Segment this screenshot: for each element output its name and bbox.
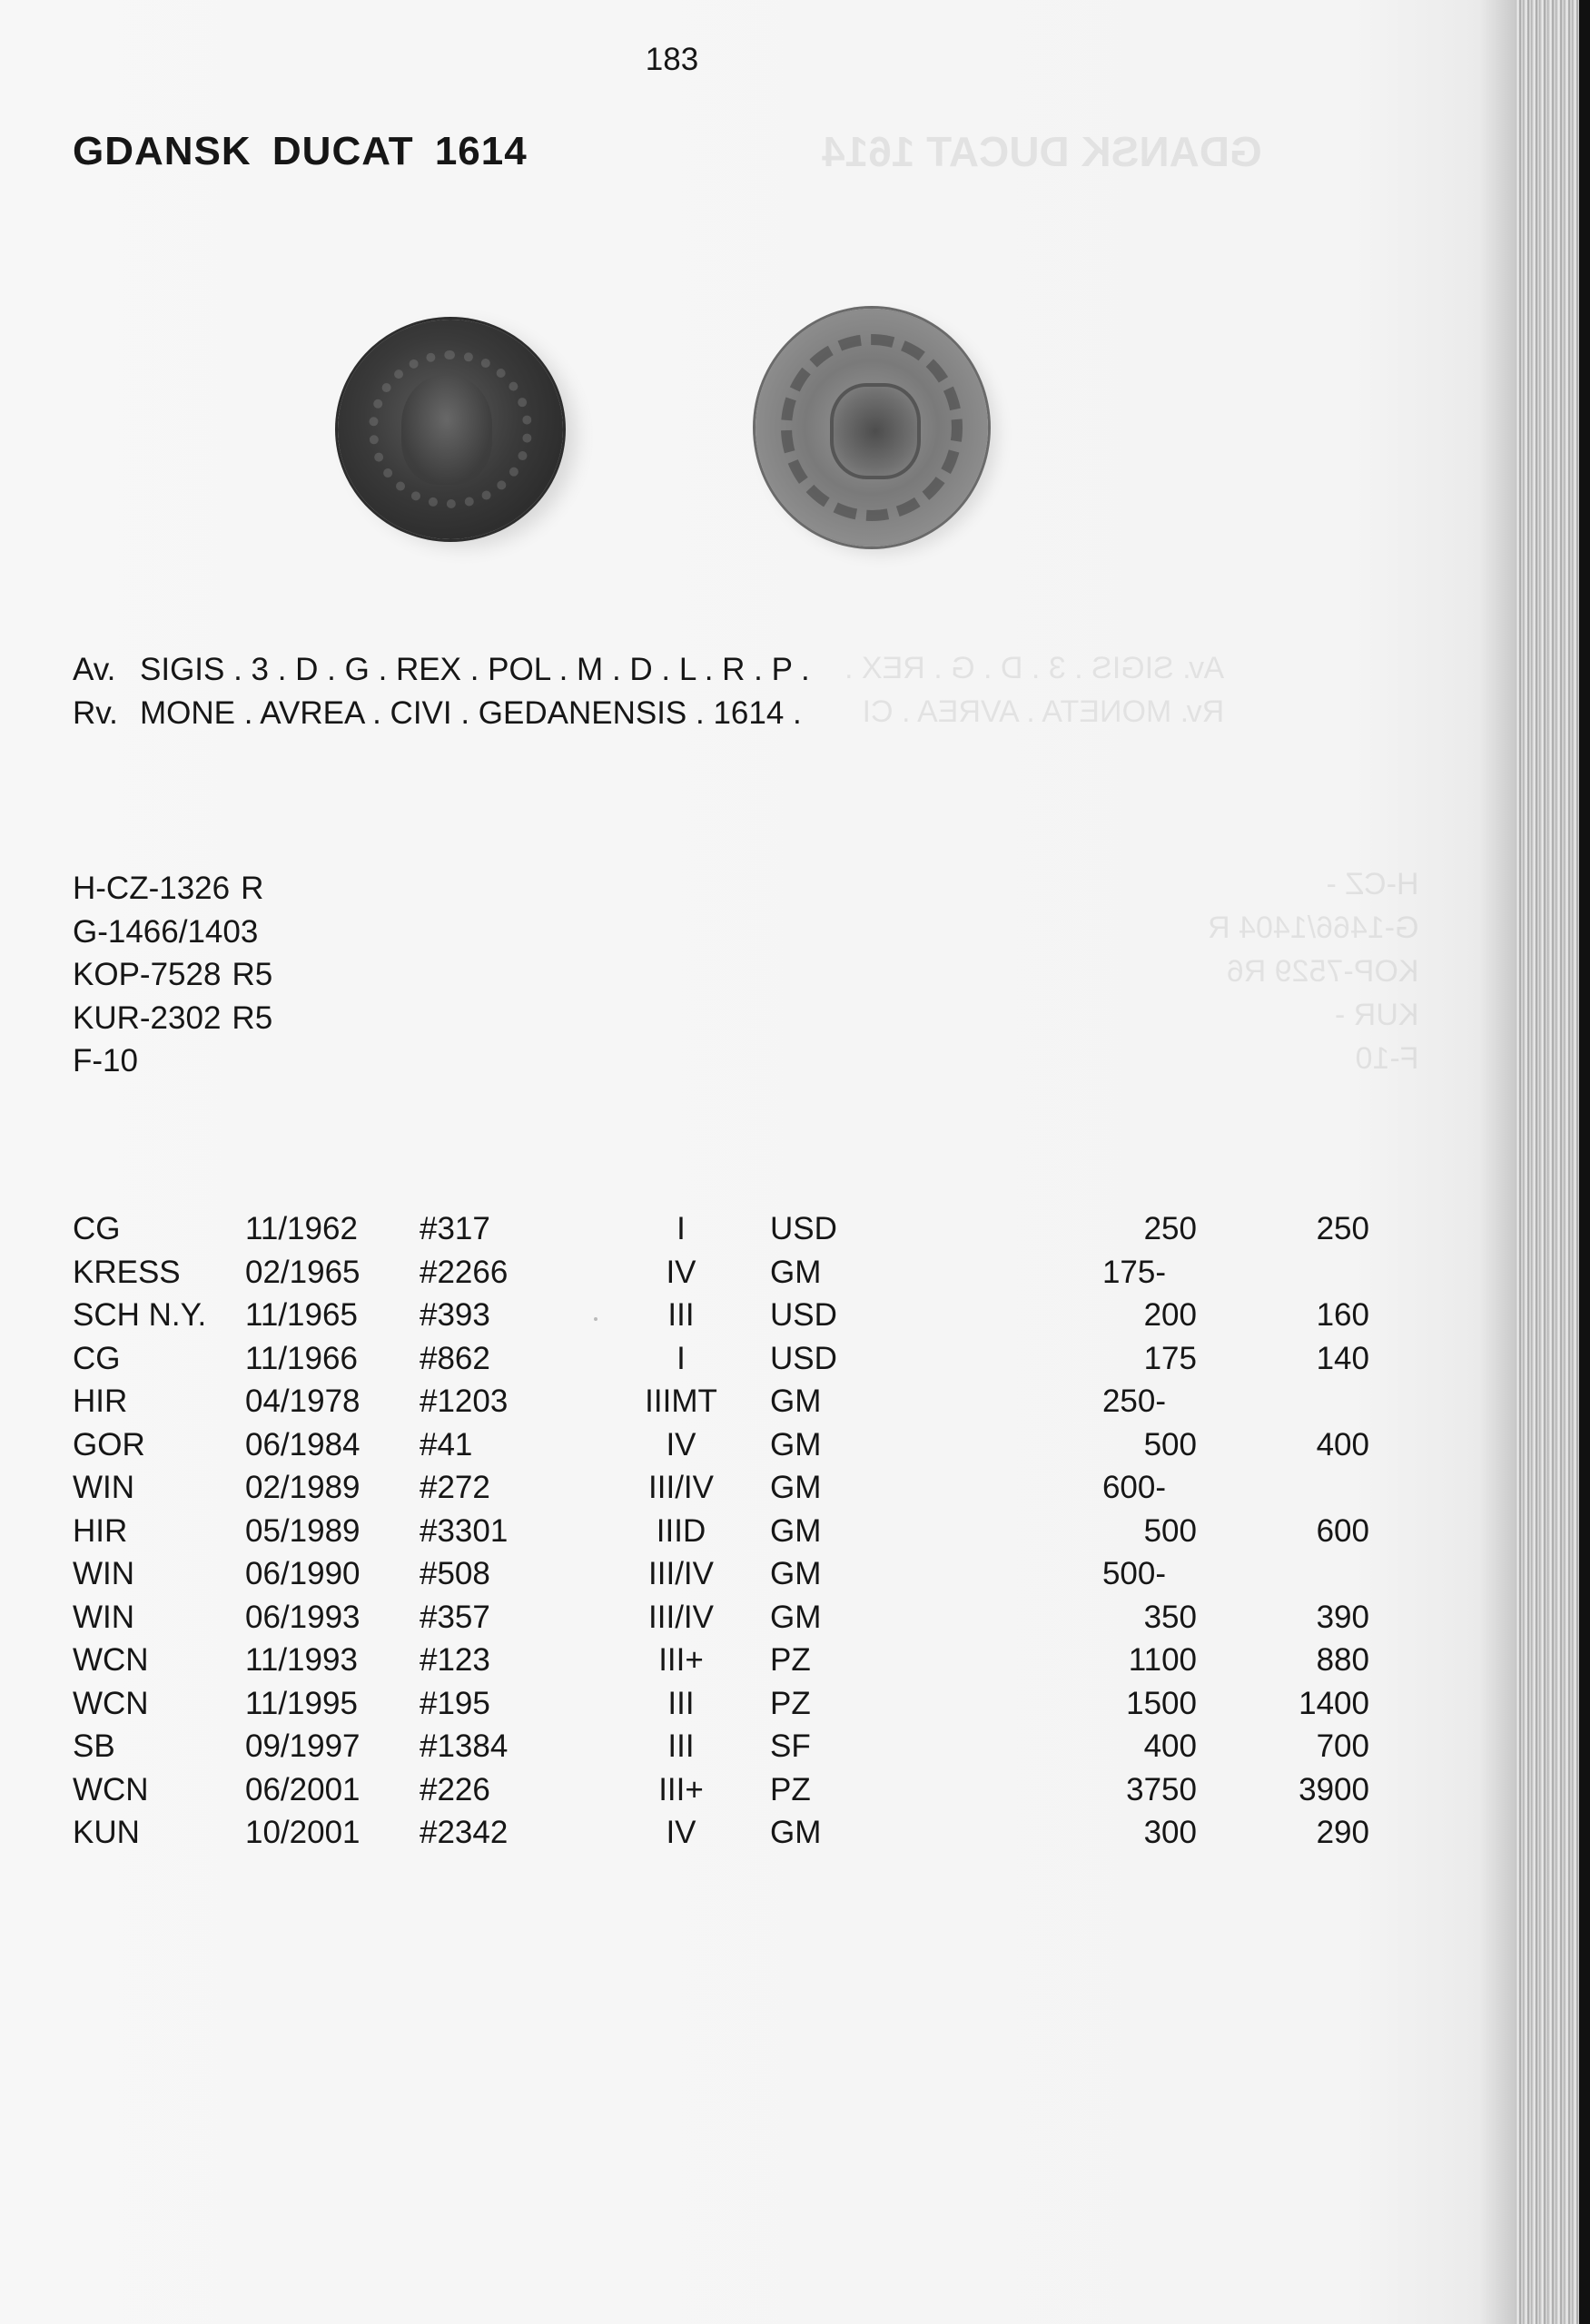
grade-cell: IIIMT bbox=[645, 1384, 717, 1419]
edge-shadow bbox=[1479, 0, 1516, 2324]
estimate-cell: 500- bbox=[1101, 1556, 1166, 1591]
realized-price-cell: 140 bbox=[1316, 1340, 1369, 1376]
sale-date-cell: 05/1989 bbox=[245, 1512, 360, 1549]
currency-cell: GM bbox=[770, 1384, 822, 1419]
auction-house-cell: KRESS bbox=[73, 1254, 181, 1290]
estimate-cell: 1100 bbox=[1128, 1642, 1197, 1678]
auction-house-cell: HIR bbox=[73, 1512, 128, 1549]
grade-cell: III+ bbox=[658, 1642, 704, 1678]
sale-date-cell: 06/2001 bbox=[245, 1771, 360, 1807]
lot-number-cell: #123 bbox=[420, 1642, 490, 1678]
realized-price-cell: 1400 bbox=[1299, 1685, 1369, 1721]
catalog-references bbox=[73, 867, 272, 1083]
auction-house-cell: SB bbox=[73, 1728, 115, 1764]
lot-number-cell: #862 bbox=[420, 1340, 490, 1376]
show-through-title: GDANSK DUCAT 1614 bbox=[822, 128, 1262, 175]
realized-price-cell: 290 bbox=[1316, 1815, 1369, 1850]
show-through-references: H-CZ - G-1466/1404 R KOP-7529 R6 KUR - F-10 bbox=[1208, 867, 1419, 1076]
lot-number-cell: #41 bbox=[420, 1426, 473, 1462]
realized-price-cell: 880 bbox=[1316, 1642, 1369, 1678]
reference-code: G-1466/1403 bbox=[73, 913, 259, 950]
estimate-cell: 3750 bbox=[1126, 1771, 1197, 1807]
coin-reverse-image bbox=[755, 309, 988, 547]
auction-house-cell: GOR bbox=[73, 1426, 145, 1462]
realized-price-cell: 250 bbox=[1316, 1211, 1369, 1246]
reference-code: F-10 bbox=[73, 1043, 138, 1078]
currency-cell: SF bbox=[770, 1728, 811, 1764]
currency-cell: PZ bbox=[770, 1642, 811, 1678]
lot-number-cell: #2266 bbox=[420, 1254, 509, 1290]
coin-obverse-image bbox=[338, 320, 563, 539]
reference-row bbox=[73, 1039, 272, 1083]
estimate-cell: 300 bbox=[1143, 1815, 1197, 1850]
reference-row bbox=[73, 997, 272, 1040]
reference-code: H-CZ-1326 bbox=[73, 871, 231, 906]
sale-date-cell: 06/1984 bbox=[245, 1426, 360, 1462]
auction-house-cell: WIN bbox=[73, 1470, 135, 1505]
currency-cell: PZ bbox=[770, 1685, 811, 1721]
dust-speck bbox=[594, 1317, 597, 1321]
estimate-cell: 250- bbox=[1101, 1384, 1166, 1419]
realized-price-cell: 700 bbox=[1316, 1728, 1369, 1764]
sale-date-cell: 10/2001 bbox=[245, 1815, 360, 1850]
lot-number-cell: #393 bbox=[420, 1297, 490, 1333]
sale-date-cell: 09/1997 bbox=[245, 1728, 360, 1764]
grade-cell: III/IV bbox=[648, 1556, 714, 1591]
currency-cell: GM bbox=[770, 1599, 822, 1635]
estimate-cell: 400 bbox=[1143, 1728, 1197, 1764]
reference-row bbox=[73, 911, 272, 954]
auction-house-cell: WCN bbox=[73, 1685, 149, 1721]
auction-house-cell: WCN bbox=[73, 1642, 149, 1678]
realized-price-cell: 3900 bbox=[1299, 1771, 1369, 1807]
reference-rarity: R5 bbox=[232, 957, 273, 992]
lot-number-cell: #357 bbox=[420, 1599, 490, 1635]
currency-cell: USD bbox=[770, 1211, 837, 1246]
reverse-legend-prefix: Rv. bbox=[73, 695, 118, 731]
currency-cell: GM bbox=[770, 1512, 822, 1549]
sale-date-cell: 11/1966 bbox=[245, 1340, 358, 1376]
auction-house-cell: CG bbox=[73, 1211, 121, 1246]
estimate-cell: 500 bbox=[1143, 1426, 1197, 1462]
reverse-legend bbox=[73, 695, 802, 732]
reference-row bbox=[73, 867, 272, 911]
grade-cell: III bbox=[667, 1297, 695, 1333]
lot-number-cell: #2342 bbox=[420, 1815, 509, 1850]
estimate-cell: 250 bbox=[1143, 1211, 1197, 1246]
lot-number-cell: #195 bbox=[420, 1685, 490, 1721]
estimate-cell: 350 bbox=[1143, 1599, 1197, 1635]
estimate-cell: 175- bbox=[1101, 1254, 1166, 1290]
estimate-cell: 200 bbox=[1143, 1297, 1197, 1333]
sale-date-cell: 06/1993 bbox=[245, 1599, 360, 1635]
grade-cell: IV bbox=[666, 1254, 696, 1290]
obverse-legend-text: SIGIS . 3 . D . G . REX . POL . M . D . L . R . P . bbox=[140, 652, 810, 687]
lot-number-cell: #272 bbox=[420, 1470, 490, 1505]
grade-cell: III/IV bbox=[648, 1470, 714, 1505]
lot-number-cell: #3301 bbox=[420, 1512, 509, 1549]
grade-cell: III bbox=[667, 1728, 695, 1764]
auction-house-cell: WCN bbox=[73, 1771, 149, 1807]
realized-price-cell: 390 bbox=[1316, 1599, 1369, 1635]
reference-code: KOP-7528 bbox=[73, 957, 222, 992]
reference-row bbox=[73, 953, 272, 997]
lot-number-cell: #317 bbox=[420, 1211, 490, 1246]
estimate-cell: 1500 bbox=[1126, 1685, 1197, 1721]
page-title: GDANSK DUCAT 1614 bbox=[73, 129, 528, 173]
currency-cell: USD bbox=[770, 1340, 837, 1376]
currency-cell: GM bbox=[770, 1254, 822, 1290]
reverse-legend-text: MONE . AVREA . CIVI . GEDANENSIS . 1614 . bbox=[140, 695, 802, 731]
sale-date-cell: 11/1962 bbox=[245, 1211, 358, 1246]
reference-rarity: R5 bbox=[232, 1000, 273, 1036]
currency-cell: GM bbox=[770, 1470, 822, 1505]
grade-cell: IV bbox=[666, 1815, 696, 1850]
realized-price-cell: 160 bbox=[1316, 1297, 1369, 1333]
sale-date-cell: 06/1990 bbox=[245, 1556, 360, 1591]
show-through-legend: Av. SIGIS . 3 . D . G . REX . Rv. MONETA . AVREA . CI bbox=[844, 651, 1225, 729]
currency-cell: GM bbox=[770, 1426, 822, 1462]
book-edge bbox=[1516, 0, 1590, 2324]
auction-house-cell: KUN bbox=[73, 1815, 140, 1850]
currency-cell: GM bbox=[770, 1815, 822, 1850]
sale-date-cell: 02/1965 bbox=[245, 1254, 360, 1290]
currency-cell: USD bbox=[770, 1297, 837, 1333]
auction-house-cell: WIN bbox=[73, 1556, 135, 1591]
edge-dark-strip bbox=[1579, 0, 1590, 2324]
estimate-cell: 500 bbox=[1143, 1512, 1197, 1549]
grade-cell: III+ bbox=[658, 1771, 704, 1807]
lot-number-cell: #508 bbox=[420, 1556, 490, 1591]
grade-cell: I bbox=[676, 1340, 686, 1376]
realized-price-cell: 600 bbox=[1316, 1512, 1369, 1549]
sale-date-cell: 11/1965 bbox=[245, 1297, 358, 1333]
grade-cell: IIID bbox=[656, 1512, 706, 1549]
reference-code: KUR-2302 bbox=[73, 1000, 222, 1036]
sale-date-cell: 04/1978 bbox=[245, 1384, 360, 1419]
lot-number-cell: #226 bbox=[420, 1771, 490, 1807]
realized-price-cell: 400 bbox=[1316, 1426, 1369, 1462]
lot-number-cell: #1384 bbox=[420, 1728, 509, 1764]
sale-date-cell: 11/1995 bbox=[245, 1685, 358, 1721]
obverse-legend-prefix: Av. bbox=[73, 652, 116, 687]
sale-date-cell: 11/1993 bbox=[245, 1642, 358, 1678]
obverse-legend bbox=[73, 652, 810, 688]
grade-cell: I bbox=[676, 1211, 686, 1246]
auction-house-cell: WIN bbox=[73, 1599, 135, 1635]
auction-house-cell: HIR bbox=[73, 1384, 128, 1419]
grade-cell: III bbox=[667, 1685, 695, 1721]
page-number: 183 bbox=[645, 42, 699, 77]
auction-house-cell: CG bbox=[73, 1340, 121, 1376]
auction-house-cell: SCH N.Y. bbox=[73, 1297, 207, 1333]
currency-cell: PZ bbox=[770, 1771, 811, 1807]
estimate-cell: 175 bbox=[1143, 1340, 1197, 1376]
sale-date-cell: 02/1989 bbox=[245, 1470, 360, 1505]
grade-cell: IV bbox=[666, 1426, 696, 1462]
estimate-cell: 600- bbox=[1101, 1470, 1166, 1505]
reference-rarity: R bbox=[241, 871, 264, 906]
grade-cell: III/IV bbox=[648, 1599, 714, 1635]
currency-cell: GM bbox=[770, 1556, 822, 1591]
lot-number-cell: #1203 bbox=[420, 1384, 509, 1419]
